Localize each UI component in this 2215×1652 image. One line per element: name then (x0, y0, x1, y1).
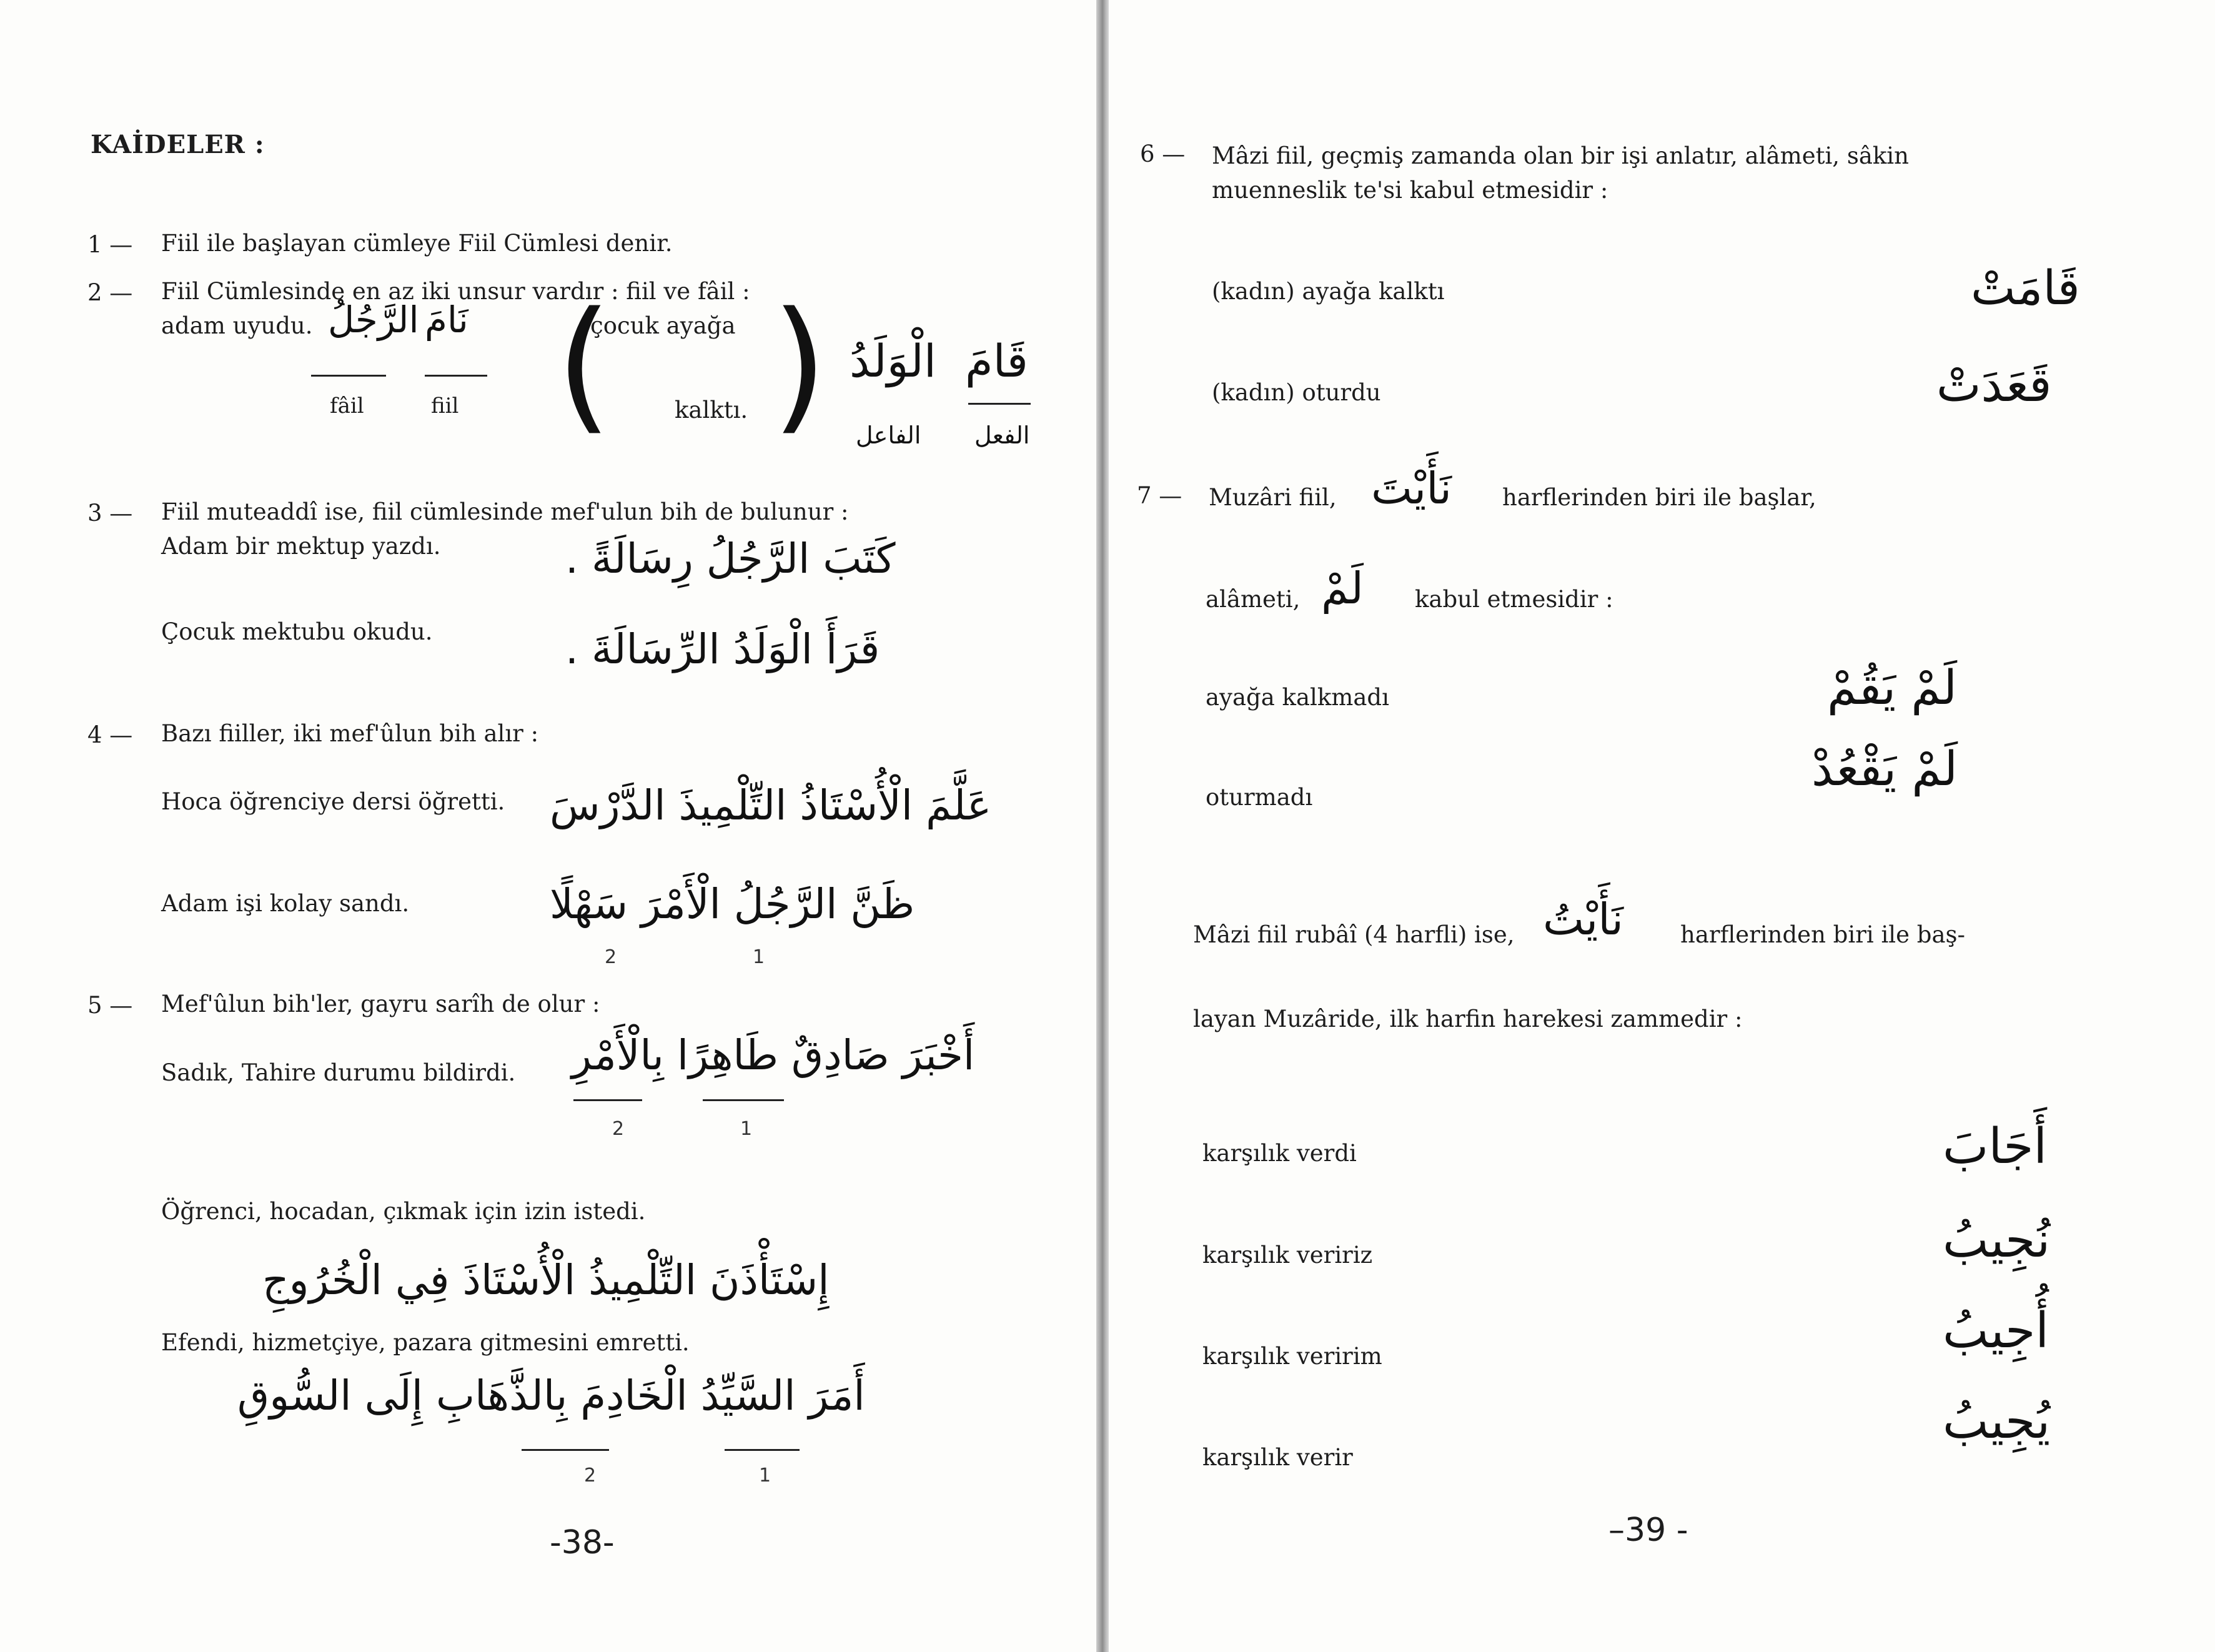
rule-text: layan Muzâride, ilk harfin harekesi zammedir : (1193, 1006, 1743, 1032)
arabic-nayt: نَأَيْتَ (1371, 463, 1452, 514)
example-arabic: كَتَبَ الرَّجُلُ رِسَالَةً . (565, 535, 896, 583)
example-arabic: لَمْ يَقُمْ (1827, 660, 1958, 715)
rule-number: 3 — (87, 500, 133, 527)
rule-number: 2 — (87, 279, 133, 306)
rule-number: 5 — (87, 992, 133, 1019)
rule-text: Mâzi fiil, geçmiş zamanda olan bir işi anlatır, alâmeti, sâkin (1212, 142, 1909, 169)
rule-number: 6 — (1140, 141, 1186, 167)
paren-turkish-1: çocuk ayağa (590, 312, 736, 339)
example-turkish: karşılık veririm (1202, 1343, 1382, 1370)
example-arabic: عَلَّمَ الْأُسْتَاذُ التِّلْمِيذَ الدَّرْسَ (550, 781, 992, 829)
arabic-fiil: نَامَ (425, 299, 468, 341)
underline (522, 1449, 609, 1451)
page-number: -38- (550, 1524, 615, 1561)
arabic-lam: لَمْ (1321, 563, 1364, 614)
example-arabic: أَخْبَرَ صَادِقٌ طَاهِرًا بِالْأَمْرِ (572, 1031, 975, 1079)
object-order-mark: 1 (759, 1465, 771, 1486)
underline (725, 1449, 800, 1451)
example-turkish: Çocuk mektubu okudu. (161, 618, 433, 645)
underline (968, 403, 1031, 405)
left-page (0, 0, 1096, 1652)
object-order-mark: 2 (612, 1118, 625, 1140)
example-turkish: karşılık verir (1202, 1444, 1353, 1471)
example-turkish: Adam bir mektup yazdı. (161, 533, 441, 560)
example-turkish: Adam işi kolay sandı. (161, 890, 410, 917)
arabic-nayt: نَأَيْتُ (1543, 894, 1624, 945)
right-page (1109, 0, 2215, 1652)
arabic-fail: الرَّجُلُ (328, 299, 419, 341)
rule-text: Fiil Cümlesinde en az iki unsur vardır : fiil ve fâil : (161, 278, 750, 305)
rule-text: harflerinden biri ile başlar, (1502, 484, 1816, 511)
example-arabic: قَرَأَ الْوَلَدُ الرِّسَالَةَ . (565, 625, 880, 673)
paren-turkish-2: kalktı. (675, 397, 748, 423)
underline (311, 375, 386, 377)
page-heading: KAİDELER : (91, 130, 265, 159)
object-order-mark: 1 (740, 1118, 753, 1140)
close-parenthesis: ) (771, 282, 828, 448)
rule-text: Fiil muteaddî ise, fiil cümlesinde mef'ulun bih de bulunur : (161, 498, 849, 525)
example-turkish: karşılık veririz (1202, 1242, 1373, 1269)
rule-text: kabul etmesidir : (1415, 586, 1613, 613)
example-turkish: ayağa kalkmadı (1206, 684, 1389, 711)
example-turkish: Hoca öğrenciye dersi öğretti. (161, 788, 505, 815)
example-turkish: Öğrenci, hocadan, çıkmak için izin istedi. (161, 1198, 646, 1225)
example-arabic: ظَنَّ الرَّجُلُ الْأَمْرَ سَهْلًا (550, 880, 915, 928)
example-turkish: (kadın) oturdu (1212, 379, 1381, 406)
rule-text: Mef'ûlun bih'ler, gayru sarîh de olur : (161, 991, 600, 1017)
book-spine (1096, 0, 1110, 1652)
arabic-label-fail: الفاعل (856, 422, 921, 449)
open-parenthesis: ( (556, 282, 612, 448)
page-number: –39 - (1608, 1511, 1688, 1549)
arabic-walad: الْوَلَدُ (850, 335, 936, 387)
rule-number: 1 — (87, 231, 133, 258)
example-arabic: نُجِيبُ (1943, 1212, 2051, 1269)
object-order-mark: 2 (605, 946, 617, 968)
rule-text: Mâzi fiil rubâî (4 harfli) ise, (1193, 921, 1515, 948)
rule-text: Muzâri fiil, (1209, 484, 1337, 511)
rule-text: Fiil ile başlayan cümleye Fiil Cümlesi denir. (161, 230, 673, 257)
rule-text: harflerinden biri ile baş- (1680, 921, 1966, 948)
rule-number: 4 — (87, 721, 133, 748)
example-turkish: oturmadı (1206, 784, 1313, 811)
object-order-mark: 1 (753, 946, 765, 968)
rule-text: alâmeti, (1206, 586, 1301, 613)
example-arabic: يُجِيبُ (1943, 1393, 2051, 1450)
underline (573, 1099, 642, 1101)
example-arabic: قَعَدَتْ (1936, 357, 2052, 412)
example-arabic: أَمَرَ السَّيِّدُ الْخَادِمَ بِالذَّهَابِ إِلَى السُّوقِ (237, 1372, 865, 1420)
example-turkish: Sadık, Tahire durumu bildirdi. (161, 1059, 516, 1086)
rule-number: 7 — (1137, 482, 1182, 509)
example-turkish: Efendi, hizmetçiye, pazara gitmesini emretti. (161, 1329, 690, 1356)
example-arabic: قَامَتْ (1971, 260, 2080, 315)
rule-text: muenneslik te'si kabul etmesidir : (1212, 177, 1608, 204)
arabic-qama: قَامَ (965, 335, 1028, 387)
example-turkish: karşılık verdi (1202, 1140, 1357, 1167)
label-fiil: fiil (431, 393, 459, 418)
example-arabic: أُجِيبُ (1943, 1303, 2049, 1359)
example-arabic: أَجَابَ (1943, 1119, 2048, 1175)
example-arabic: لَمْ يَقْعُدْ (1811, 741, 1958, 796)
object-order-mark: 2 (584, 1465, 597, 1486)
label-fail: fâil (330, 393, 364, 418)
rule-text: Bazı fiiller, iki mef'ûlun bih alır : (161, 720, 539, 747)
underline (703, 1099, 784, 1101)
arabic-label-fiil: الفعل (974, 422, 1030, 449)
example-turkish: (kadın) ayağa kalktı (1212, 278, 1445, 305)
underline (425, 375, 487, 377)
example-turkish: adam uyudu. (161, 312, 313, 339)
example-arabic: إِسْتَأْذَنَ التِّلْمِيذُ الْأُسْتَاذَ فِي الْخُرُوجِ (262, 1256, 830, 1304)
